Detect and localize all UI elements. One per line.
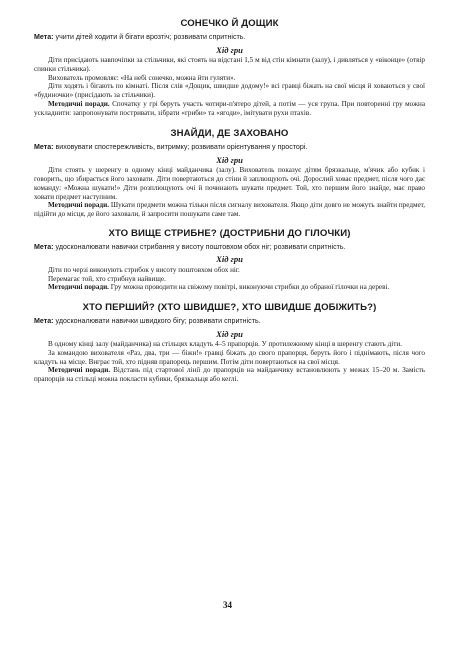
tips-text: Відстань під стартової лінії до прапорців на майданчику встановлюють у межах 15–20 м. Замість прапорців на стільці можна покласти кубики, брязкальця або кеглі. bbox=[34, 366, 425, 383]
paragraph: Вихователь промовляє: «На небі сонечко, можна йти гуляти». bbox=[48, 73, 236, 82]
section-title: ЗНАЙДИ, ДЕ ЗАХОВАНО bbox=[170, 128, 289, 140]
paragraph: Діти присідають навпочіпки за стільчики, які стоять на відстані 1,5 м від стін кімнати (залу), і дивляться у «віконце» (отвір спинки стільчика). bbox=[34, 56, 425, 73]
game-progress-heading: Хід гри bbox=[216, 254, 243, 265]
goal-text: удосконалювати навички стрибання у висоту поштовхом обох ніг; розвивати спритність. bbox=[53, 242, 346, 251]
paragraph: Діти по черзі виконують стрибок у висоту поштовхом обох ніг. bbox=[48, 265, 240, 274]
tips-text: Шукати предмети можна тільки після сигналу вихователя. Якщо діти довго не можуть знайти предмет, підійти до місця, де його заховали, й запросити пошукати саме там. bbox=[34, 201, 426, 218]
game-progress-heading: Хід гри bbox=[216, 328, 243, 339]
goal-label: Мета: bbox=[34, 242, 54, 251]
methodical-tips bbox=[34, 366, 425, 384]
tips-text: Гру можна проводити на свіжому повітрі, виконуючи стрибки до обраної гілочки на дереві. bbox=[108, 283, 390, 292]
tips-label: Методичні поради. bbox=[48, 283, 109, 292]
paragraph: Діти стоять у шеренгу в одному кінці майданчика (залу). Вихователь показує дітям брязкальце, м'ячик або кубик і говорить, що збирається його заховати. Діти повертаються до стіни й заплющують очі. Дорослий ховає предмет, після чого дає команду: «Можна шукати!» Діти розплющують очі й починають шукати предмет. Той, хто першим його знайде, має право ховати предмет наступним. bbox=[34, 166, 425, 201]
game-progress-heading: Хід гри bbox=[216, 154, 243, 165]
page-number: 34 bbox=[223, 600, 232, 610]
section-title: ХТО ПЕРШИЙ? (ХТО ШВИДШЕ?, ХТО ШВИДШЕ ДОБІЖИТЬ?) bbox=[82, 302, 377, 313]
goal-text: удосконалювати навички швидкого бігу; розвивати спритність. bbox=[53, 317, 261, 325]
section-title: ХТО ВИЩЕ СТРИБНЕ? (ДОСТРИБНИ ДО ГІЛОЧКИ) bbox=[108, 227, 351, 239]
goal-label: Мета: bbox=[34, 33, 54, 41]
paragraph: В одному кінці залу (майданчика) на стільцях кладуть 4–5 прапорців. У протилежному кінці в шеренгу стають діти. bbox=[48, 340, 402, 348]
section-goal bbox=[34, 33, 425, 43]
game-progress-heading: Хід гри bbox=[216, 44, 243, 55]
section-goal bbox=[34, 143, 425, 153]
goal-text: учити дітей ходити й бігати врозтіч; розвивати спритність. bbox=[53, 33, 246, 41]
methodical-tips bbox=[34, 201, 425, 219]
goal-text: виховувати спостережливість, витримку; розвивати орієнтування у просторі. bbox=[53, 143, 308, 152]
tips-label: Методичні поради. bbox=[48, 201, 110, 210]
game-section-sonechko bbox=[34, 18, 425, 117]
goal-label: Мета: bbox=[34, 143, 54, 152]
tips-text: Спочатку у грі беруть участь чотири-п'ятеро дітей, а потім — уся група. При повторенні гру можна ускладнити: запропонувати постривати, зібрати «гриби» та «ягоди», імітувати рухи птахів. bbox=[34, 99, 426, 117]
section-title: СОНЕЧКО Й ДОЩИК bbox=[180, 18, 279, 29]
paragraph: Діти ходять і бігають по кімнаті. Після слів «Дощик, швидше додому!» всі гравці біжать на свої місця й ховаються у свої «будиночки» (присідають за стільчики). bbox=[34, 82, 425, 99]
tips-label: Методичні поради. bbox=[48, 366, 111, 375]
paragraph: Перемагає той, хто стрибнув найвище. bbox=[48, 274, 166, 283]
game-section-znaidy bbox=[34, 128, 425, 219]
goal-label: Мета: bbox=[34, 317, 54, 325]
tips-label: Методичні поради. bbox=[48, 99, 110, 108]
game-section-khto-vyshche bbox=[34, 228, 425, 292]
game-section-khto-pershyi bbox=[34, 302, 425, 384]
methodical-tips bbox=[34, 283, 425, 292]
section-goal bbox=[34, 243, 425, 253]
paragraph: За командою вихователя «Раз, два, три — біжи!» гравці біжать до свого прапорця, беруть його і піднімають, після чого кладуть на місце. Виграє той, хто підняв прапорець першим. Потім діти повертаються на свої місця. bbox=[34, 348, 425, 366]
section-goal bbox=[34, 317, 425, 327]
methodical-tips bbox=[34, 100, 425, 118]
